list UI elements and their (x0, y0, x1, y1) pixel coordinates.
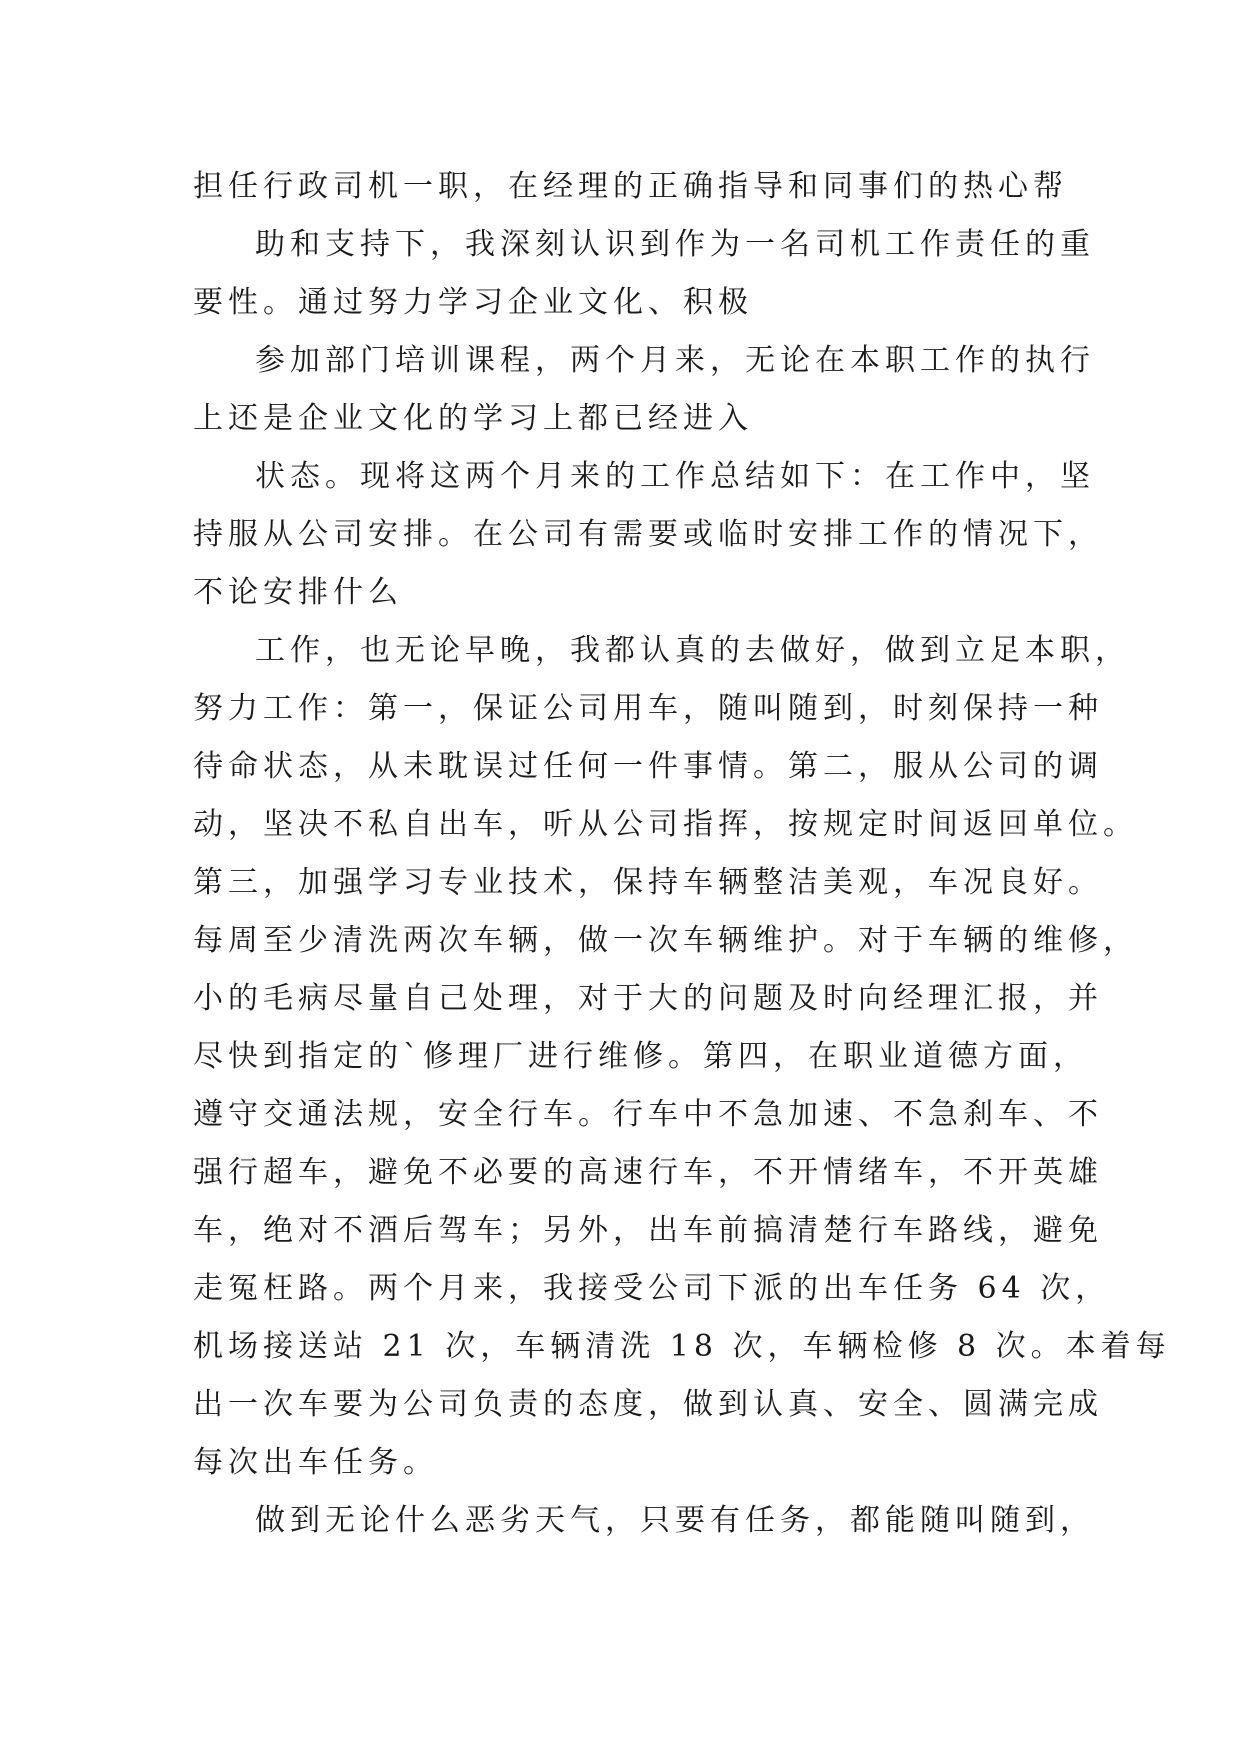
text-line-5: 上还是企业文化的学习上都已经进入 (193, 401, 753, 436)
text-line-2: 助和支持下，我深刻认识到作为一名司机工作责任的重 (255, 227, 1095, 262)
text-line-15: 小的毛病尽量自己处理，对于大的问题及时向经理汇报，并 (193, 981, 1103, 1016)
text-line-4: 参加部门培训课程，两个月来，无论在本职工作的执行 (255, 343, 1095, 378)
text-line-19: 车，绝对不酒后驾车；另外，出车前搞清楚行车路线，避免 (193, 1213, 1103, 1248)
text-line-1: 担任行政司机一职，在经理的正确指导和同事们的热心帮 (193, 169, 1068, 204)
text-line-24: 做到无论什么恶劣天气，只要有任务，都能随叫随到， (255, 1503, 1095, 1538)
text-line-23: 每次出车任务。 (193, 1445, 438, 1480)
text-line-11: 待命状态，从未耽误过任何一件事情。第二，服从公司的调 (193, 749, 1103, 784)
document-body (193, 158, 1171, 1550)
text-line-18: 强行超车，避免不必要的高速行车，不开情绪车，不开英雄 (193, 1155, 1103, 1190)
text-line-22: 出一次车要为公司负责的态度，做到认真、安全、圆满完成 (193, 1387, 1103, 1422)
text-line-9: 工作，也无论早晚，我都认真的去做好，做到立足本职， (255, 633, 1130, 668)
text-line-16: 尽快到指定的`修理厂进行维修。第四，在职业道德方面， (193, 1039, 1088, 1074)
text-line-12: 动，坚决不私自出车，听从公司指挥，按规定时间返回单位。 (193, 807, 1138, 842)
text-line-7: 持服从公司安排。在公司有需要或临时安排工作的情况下， (193, 517, 1103, 552)
text-line-6: 状态。现将这两个月来的工作总结如下：在工作中，坚 (255, 459, 1095, 494)
text-line-17: 遵守交通法规，安全行车。行车中不急加速、不急刹车、不 (193, 1097, 1103, 1132)
text-line-3: 要性。通过努力学习企业文化、积极 (193, 285, 753, 320)
text-line-10: 努力工作：第一，保证公司用车，随叫随到，时刻保持一种 (193, 691, 1103, 726)
text-line-8: 不论安排什么 (193, 575, 403, 610)
text-line-21: 机场接送站 21 次，车辆清洗 18 次，车辆检修 8 次。本着每 (193, 1329, 1171, 1364)
text-line-13: 第三，加强学习专业技术，保持车辆整洁美观，车况良好。 (193, 865, 1103, 900)
text-line-14: 每周至少清洗两次车辆，做一次车辆维护。对于车辆的维修， (193, 923, 1138, 958)
text-line-20: 走冤枉路。两个月来，我接受公司下派的出车任务 64 次， (193, 1271, 1111, 1306)
